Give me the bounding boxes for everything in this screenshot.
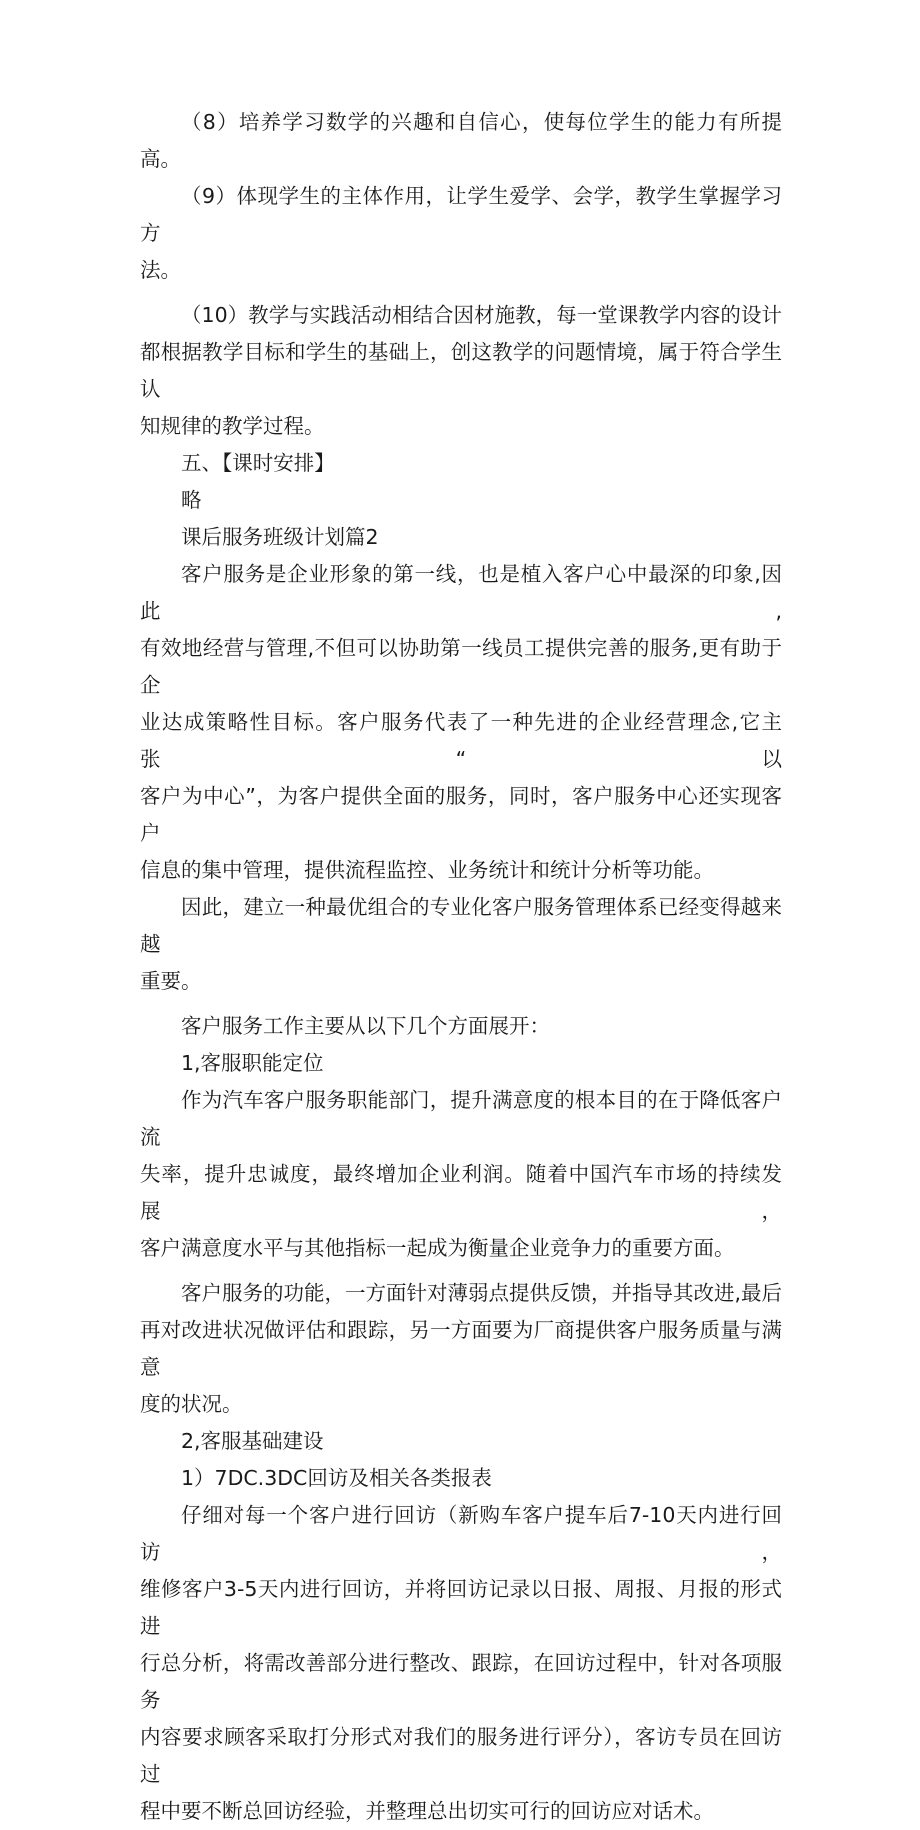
- text-line: 仔细对每一个客户进行回访（新购车客户提车后7-10天内进行回访，: [140, 1503, 782, 1564]
- text-line: 客户服务工作主要从以下几个方面展开：: [181, 1014, 550, 1038]
- paragraph-goal-10: [140, 297, 782, 445]
- text-line: 都根据教学目标和学生的基础上，创这教学的问题情境，属于符合学生认: [140, 340, 782, 401]
- paragraph-goal-8: [140, 104, 782, 178]
- text-line: 因此，建立一种最优组合的专业化客户服务管理体系已经变得越来越: [140, 895, 782, 956]
- paragraph-callback-details: [140, 1497, 782, 1830]
- text-line: （10）教学与实践活动相结合因材施教，每一堂课教学内容的设计: [181, 303, 782, 327]
- subheading-basic-construction: [140, 1423, 782, 1460]
- text-line: 客户满意度水平与其他指标一起成为衡量企业竞争力的重要方面。: [140, 1236, 735, 1260]
- text-line: 客户服务的功能，一方面针对薄弱点提供反馈，并指导其改进,最后: [181, 1281, 783, 1305]
- text-line: 再对改进状况做评估和跟踪，另一方面要为厂商提供客户服务质量与满意: [140, 1318, 782, 1379]
- text-line: 重要。: [140, 969, 202, 993]
- paragraph-gap: [140, 289, 782, 297]
- paragraph-goal-9: [140, 178, 782, 289]
- text-line: （9）体现学生的主体作用，让学生爱学、会学，教学生掌握学习方: [140, 184, 782, 245]
- text-line: 业达成策略性目标。客户服务代表了一种先进的企业经营理念,它主张“以: [140, 710, 782, 771]
- text-line: 客户服务是企业形象的第一线，也是植入客户心中最深的印象,因此,: [140, 562, 782, 623]
- paragraph-management-system: [140, 889, 782, 1000]
- text-line: 信息的集中管理，提供流程监控、业务统计和统计分析等功能。: [140, 858, 714, 882]
- section-title-plan-2: [140, 519, 782, 556]
- paragraph-service-function: [140, 1275, 782, 1423]
- subheading-callback-reports: [140, 1460, 782, 1497]
- text-line: 略: [181, 488, 202, 512]
- paragraph-satisfaction: [140, 1082, 782, 1267]
- text-line: 五、【课时安排】: [181, 451, 335, 475]
- text-line: 维修客户3-5天内进行回访，并将回访记录以日报、周报、月报的形式进: [140, 1577, 782, 1638]
- paragraph-customer-service-intro: [140, 556, 782, 889]
- text-line: 课后服务班级计划篇2: [181, 525, 379, 549]
- text-line: 度的状况。: [140, 1392, 243, 1416]
- paragraph-work-aspects: [140, 1008, 782, 1045]
- text-line: 知规律的教学过程。: [140, 414, 325, 438]
- text-line: 客户为中心”，为客户提供全面的服务，同时，客户服务中心还实现客户: [140, 784, 782, 845]
- text-line: 2,客服基础建设: [181, 1429, 324, 1453]
- text-line: 行总分析，将需改善部分进行整改、跟踪，在回访过程中，针对各项服务: [140, 1651, 782, 1712]
- paragraph-gap: [140, 1267, 782, 1275]
- paragraph-omitted: [140, 482, 782, 519]
- text-line: 失率，提升忠诚度，最终增加企业利润。随着中国汽车市场的持续发展，: [140, 1162, 782, 1223]
- paragraph-gap: [140, 1000, 782, 1008]
- text-line: 有效地经营与管理,不但可以协助第一线员工提供完善的服务,更有助于企: [140, 636, 782, 697]
- text-line: 程中要不断总回访经验，并整理总出切实可行的回访应对话术。: [140, 1799, 714, 1823]
- text-line: 内容要求顾客采取打分形式对我们的服务进行评分），客访专员在回访过: [140, 1725, 782, 1786]
- text-line: 作为汽车客户服务职能部门，提升满意度的根本目的在于降低客户流: [140, 1088, 782, 1149]
- section-heading-schedule: [140, 445, 782, 482]
- document-body: [140, 104, 782, 1830]
- text-line: 1）7DC.3DC回访及相关各类报表: [181, 1466, 492, 1490]
- text-line: 1,客服职能定位: [181, 1051, 324, 1075]
- subheading-role-positioning: [140, 1045, 782, 1082]
- text-line: 法。: [140, 258, 181, 282]
- text-line: （8）培养学习数学的兴趣和自信心，使每位学生的能力有所提高。: [140, 110, 782, 171]
